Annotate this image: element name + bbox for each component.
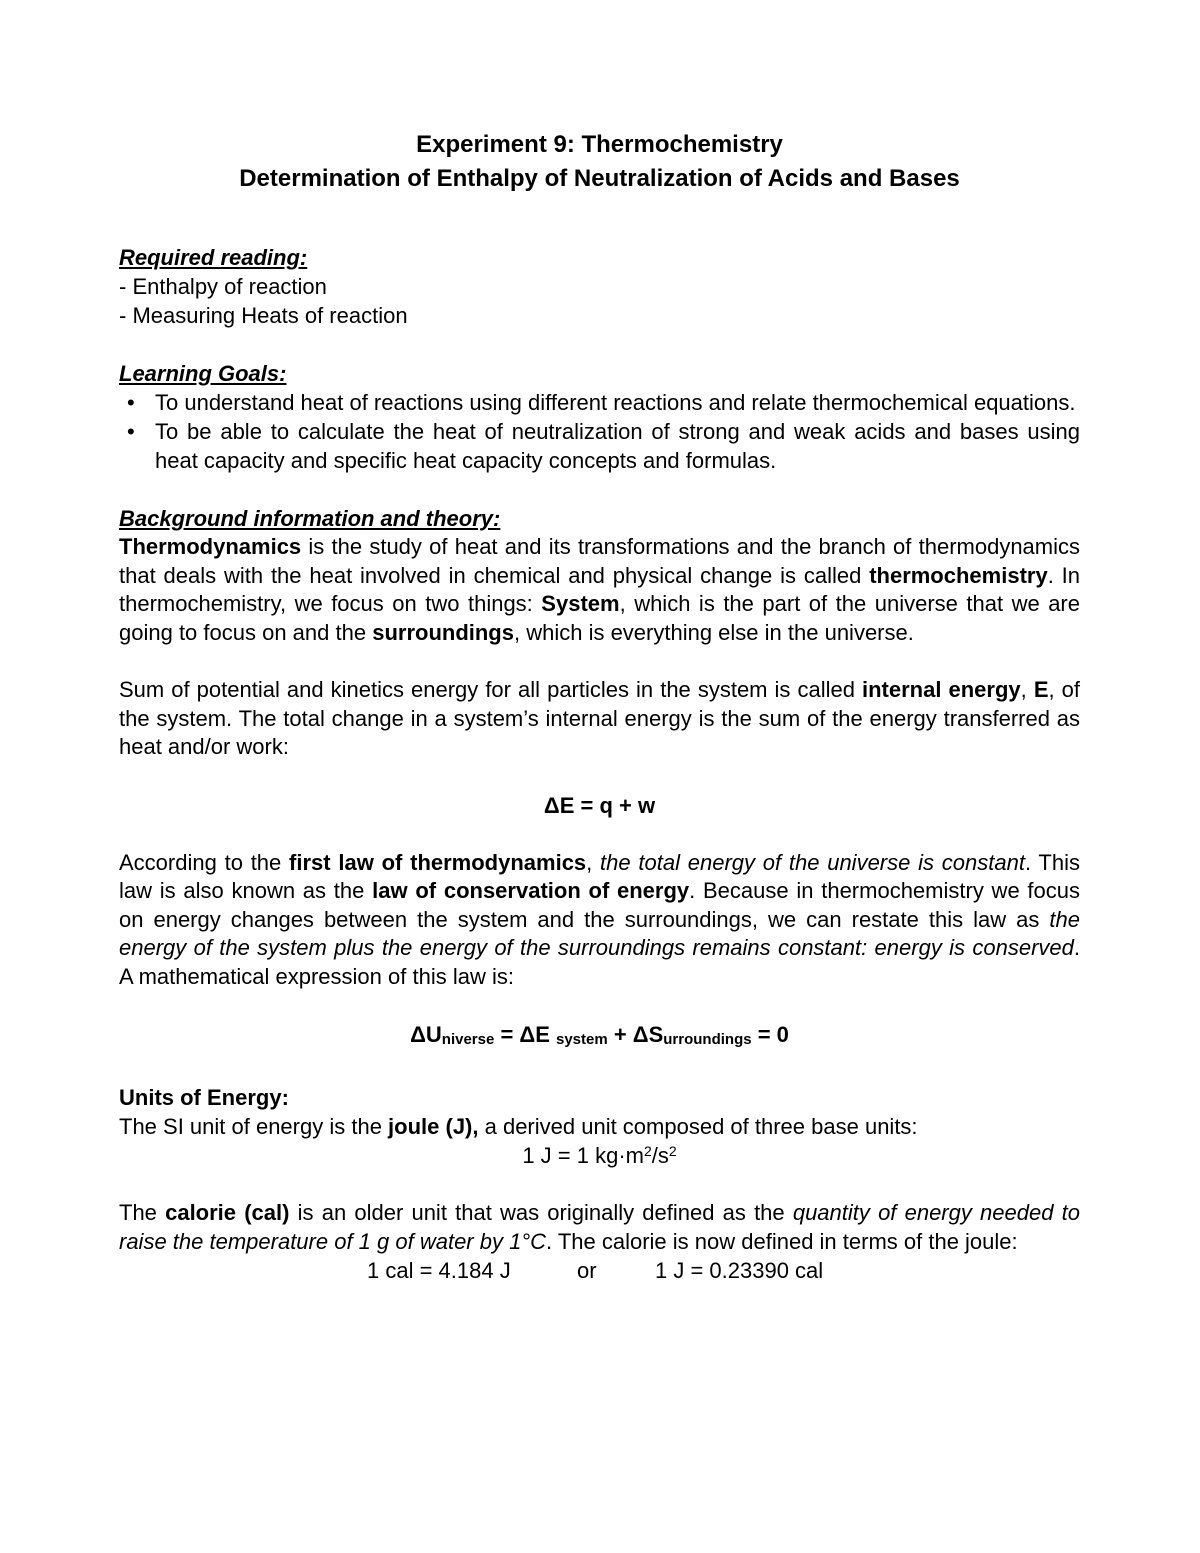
document-title: Experiment 9: Thermochemistry: [416, 131, 783, 158]
background-heading: Background information and theory:: [119, 506, 501, 531]
paragraph-thermodynamics: Thermodynamics is the study of heat and its transformations and the branch of thermodynamics that deals with the heat involved in chemical and physical change is called thermochemistry. In thermochemistry, we focus on two things: System, which is the part of the universe that we are going to focus on and the surroundings, which is everything else in the universe.: [119, 534, 1081, 645]
learning-goals-heading: Learning Goals:: [119, 361, 287, 386]
equation-delta-e: ΔE = q + w: [543, 792, 656, 818]
reading-item: - Measuring Heats of reaction: [119, 303, 408, 328]
equation-calorie-conversion: [119, 1256, 1080, 1285]
conversion-right: 1 J = 0.23390 cal: [655, 1258, 824, 1283]
equation-joule: 1 J = 1 $kg\cdot m^2/s^2$: [522, 1143, 677, 1168]
document-page: [119, 128, 1080, 1285]
paragraph-joule: The SI unit of energy is the joule (J), a derived unit composed of three base units:: [119, 1114, 918, 1139]
list-item: [119, 417, 1080, 475]
paragraph-calorie: The calorie (cal) is an older unit that was originally defined as the quantity of energy needed to raise the temperature of 1 g of water by 1°C. The calorie is now defined in terms of the joule:: [119, 1200, 1080, 1254]
bullet-icon: •: [127, 390, 135, 415]
learning-goals-list: [119, 388, 1080, 475]
goal-text: To understand heat of reactions using different reactions and relate thermochemical equations.: [155, 390, 1076, 415]
units-heading: Units of Energy:: [119, 1085, 289, 1110]
bullet-icon: •: [127, 419, 135, 444]
goal-text: To be able to calculate the heat of neutralization of strong and weak acids and bases using heat capacity and specific heat capacity concepts and formulas.: [155, 419, 1080, 473]
equation-conservation: ΔUniverse = ΔE system + ΔSurroundings = 0: [410, 1022, 789, 1048]
list-item: [119, 388, 1080, 417]
conversion-or: or: [577, 1258, 597, 1283]
conversion-left: 1 cal = 4.184 J: [367, 1258, 511, 1283]
paragraph-first-law: According to the first law of thermodynamics, the total energy of the universe is constant. This law is also known as the law of conservation of energy. Because in thermochemistry we focus on energy changes between the system and the surroundings, we can restate this law as the energy of the system plus the energy of the surroundings remains constant: energy is conserved. A mathematical expression of this law is:: [119, 849, 1081, 989]
document-subtitle: Determination of Enthalpy of Neutralization of Acids and Bases: [239, 165, 960, 192]
required-reading-heading: Required reading:: [119, 245, 308, 270]
paragraph-internal-energy: Sum of potential and kinetics energy for all particles in the system is called internal energy, E, of the system. The total change in a system’s internal energy is the sum of the energy transferred as heat and/or work:: [119, 677, 1080, 759]
reading-item: - Enthalpy of reaction: [119, 274, 327, 299]
